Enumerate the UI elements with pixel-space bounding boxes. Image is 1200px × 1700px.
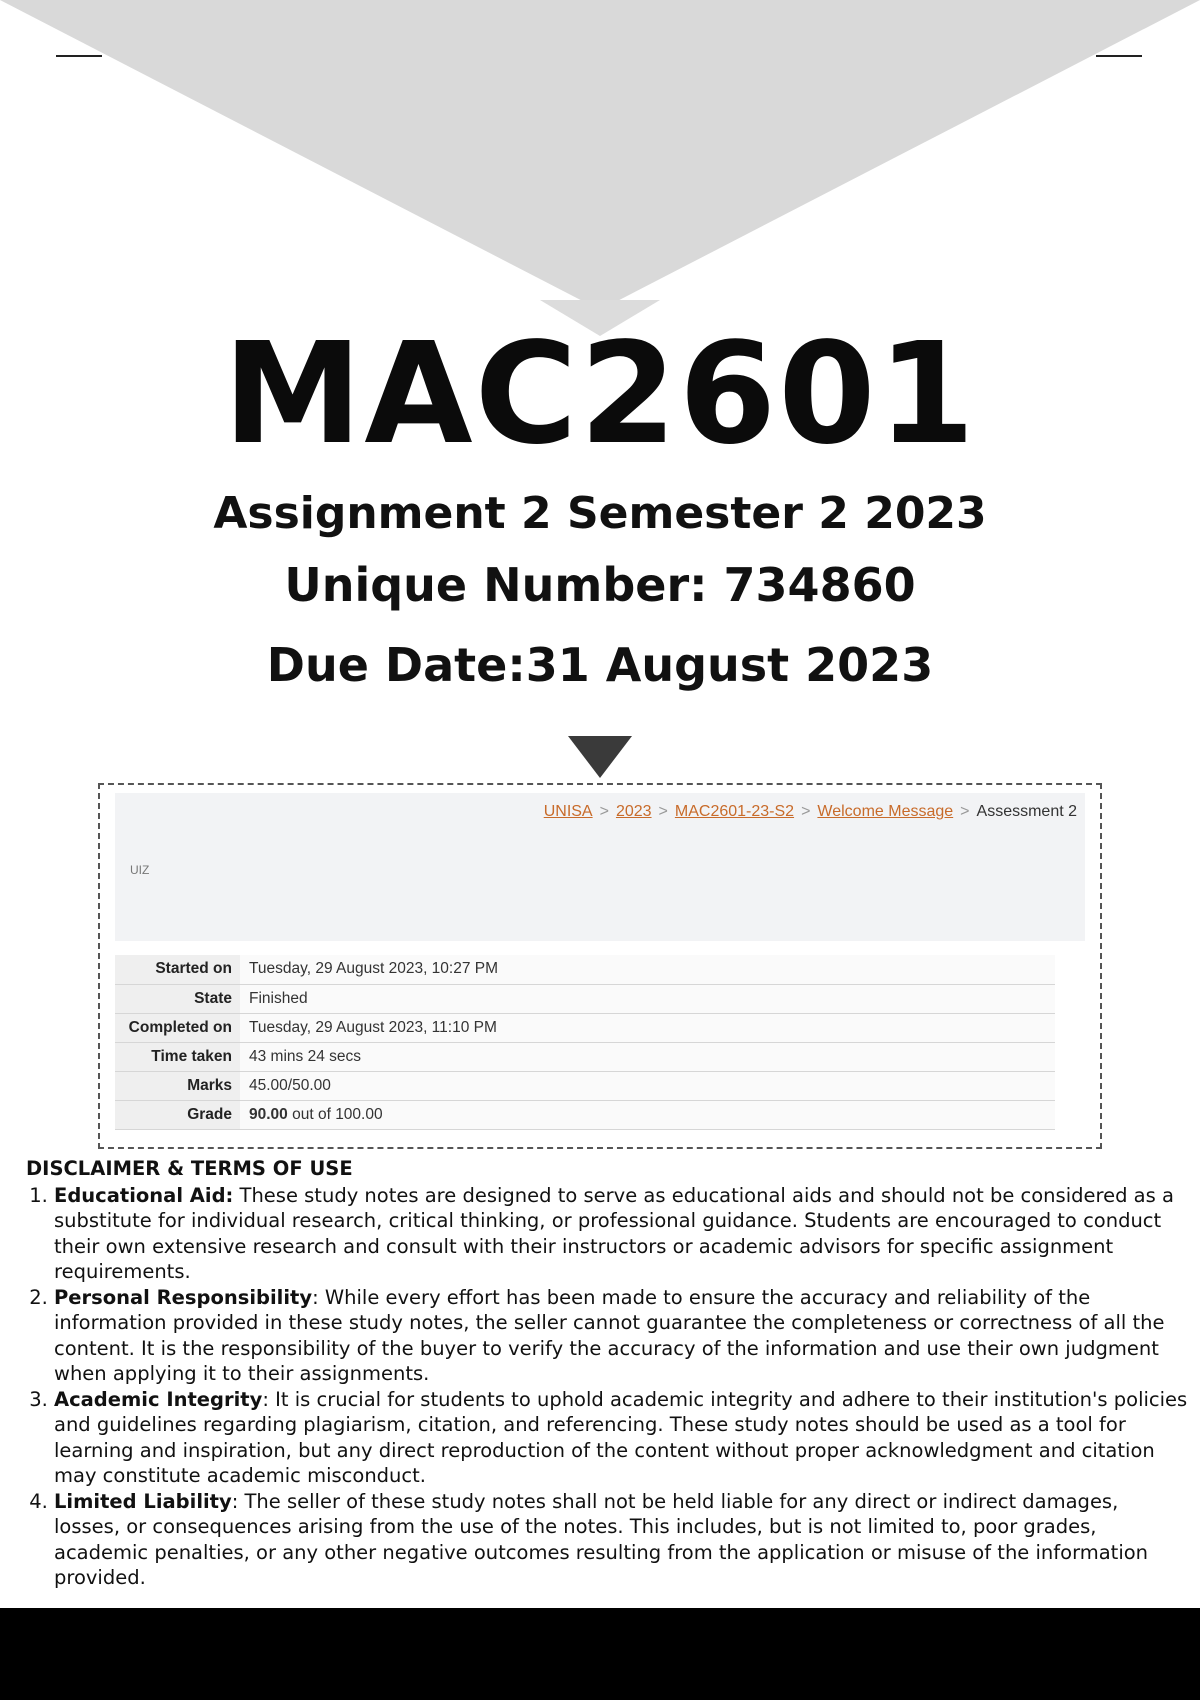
breadcrumb-link-unisa[interactable]: UNISA xyxy=(543,803,593,820)
table-row xyxy=(115,1042,1055,1071)
table-row xyxy=(115,955,1055,984)
disclaimer-list xyxy=(18,1183,1188,1591)
row-label: Marks xyxy=(115,1071,240,1100)
table-row xyxy=(115,1071,1055,1100)
row-value: Finished xyxy=(240,984,1055,1013)
unique-number: Unique Number: 734860 xyxy=(284,558,916,612)
item-label: Limited Liability xyxy=(54,1489,232,1513)
item-label: Educational Aid: xyxy=(54,1183,234,1207)
item-text: : The seller of these study notes shall not be held liable for any direct or indirect damages, losses, or consequences arising from the use of the notes. This includes, but is not limited to, poor grades, academic penalties, or any other negative outcomes resulting from the application or misuse of the information provided. xyxy=(54,1489,1149,1589)
row-label: Grade xyxy=(115,1100,240,1129)
row-label: Started on xyxy=(115,955,240,984)
quiz-side-label: UIZ xyxy=(130,863,150,877)
top-chevron-banner xyxy=(0,0,1200,340)
item-label: Academic Integrity xyxy=(54,1387,263,1411)
corner-line-right xyxy=(1096,55,1142,57)
row-value: Tuesday, 29 August 2023, 10:27 PM xyxy=(240,955,1055,984)
due-date: Due Date:31 August 2023 xyxy=(266,638,934,692)
assignment-subtitle: Assignment 2 Semester 2 2023 xyxy=(213,488,987,539)
grade-value xyxy=(240,1100,1055,1129)
table-row xyxy=(115,1013,1055,1042)
bottom-black-bar xyxy=(0,1608,1200,1700)
breadcrumb-separator: > xyxy=(658,803,668,820)
item-text: : While every effort has been made to ensure the accuracy and reliability of the information provided in these study notes, the seller cannot guarantee the completeness or correctness of all the content. It is the responsibility of the buyer to verify the accuracy of the information and use their own judgment when applying it to their assignments. xyxy=(54,1285,1165,1385)
item-label: Personal Responsibility xyxy=(54,1285,313,1309)
list-item xyxy=(54,1489,1188,1591)
breadcrumb-link-year[interactable]: 2023 xyxy=(615,803,652,820)
breadcrumb-separator: > xyxy=(801,803,811,820)
row-value: 45.00/50.00 xyxy=(240,1071,1055,1100)
down-arrow-icon xyxy=(568,736,632,778)
table-row xyxy=(115,984,1055,1013)
list-item xyxy=(54,1183,1188,1285)
quiz-summary-screenshot xyxy=(98,783,1102,1149)
quiz-header-area xyxy=(115,793,1085,941)
list-item xyxy=(54,1285,1188,1387)
table-row xyxy=(115,1100,1055,1129)
row-value: 43 mins 24 secs xyxy=(240,1042,1055,1071)
breadcrumb-current: Assessment 2 xyxy=(976,803,1077,820)
row-label: State xyxy=(115,984,240,1013)
item-text: : It is crucial for students to uphold academic integrity and adhere to their institution's policies and guidelines regarding plagiarism, citation, and referencing. These study notes should be used as a tool for learning and inspiration, but any direct reproduction of the content without proper acknowledgment and citation may constitute academic misconduct. xyxy=(54,1387,1188,1487)
breadcrumb-link-welcome[interactable]: Welcome Message xyxy=(817,803,954,820)
disclaimer-section xyxy=(18,1156,1188,1591)
item-text: These study notes are designed to serve as educational aids and should not be considered as a substitute for individual research, critical thinking, or professional guidance. Students are encouraged to conduct their own extensive research and consult with their instructors or academic advisors for specific assignment requirements. xyxy=(54,1183,1174,1283)
quiz-summary-table xyxy=(115,955,1055,1130)
disclaimer-title: DISCLAIMER & TERMS OF USE xyxy=(26,1157,353,1180)
row-label: Time taken xyxy=(115,1042,240,1071)
list-item xyxy=(54,1387,1188,1489)
breadcrumb-link-course[interactable]: MAC2601-23-S2 xyxy=(674,803,795,820)
breadcrumb-separator: > xyxy=(599,803,609,820)
corner-line-left xyxy=(56,55,102,57)
row-value: Tuesday, 29 August 2023, 11:10 PM xyxy=(240,1013,1055,1042)
row-label: Completed on xyxy=(115,1013,240,1042)
grade-score: 90.00 xyxy=(249,1105,288,1123)
breadcrumb-separator: > xyxy=(960,803,970,820)
course-code: MAC2601 xyxy=(222,313,978,476)
breadcrumb xyxy=(544,803,1077,821)
grade-out-of: out of 100.00 xyxy=(287,1105,383,1123)
